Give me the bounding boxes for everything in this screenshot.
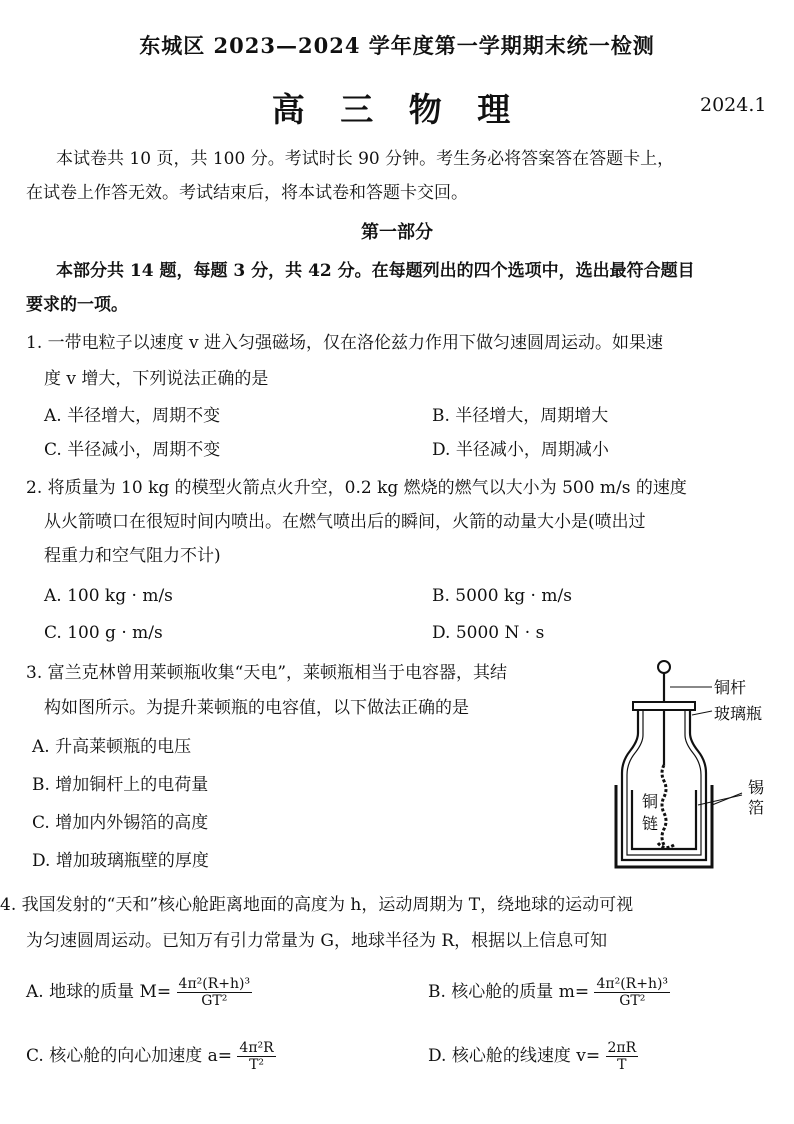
q3-stem-line-2: 构如图所示。为提升莱顿瓶的电容值，以下做法正确的是 <box>44 698 469 718</box>
q4-option-a <box>26 976 252 1009</box>
q2-option-c: C. 100 g · m/s <box>44 623 163 643</box>
q4-option-a-fraction <box>177 976 253 1009</box>
section-instruction-2: 要求的一项。 <box>26 295 128 315</box>
label-foil-1: 锡 <box>748 778 765 797</box>
label-foil-2: 箔 <box>748 798 765 817</box>
q4-option-b-denominator: GT² <box>619 993 646 1009</box>
exam-title: 东城区 2023—2024 学年度第一学期期末统一检测 <box>139 33 655 58</box>
q4-option-c-numerator: 4π²R <box>239 1040 274 1056</box>
rod-ball <box>658 661 670 673</box>
q4-option-b-numerator: 4π²(R+h)³ <box>596 976 669 992</box>
label-copper-rod: 铜杆 <box>714 678 747 697</box>
q4-option-b <box>428 976 670 1009</box>
q4-option-d-text: D. 核心舱的线速度 v= <box>428 1046 601 1066</box>
q4-option-d-fraction <box>606 1040 639 1073</box>
q2-stem-line-3: 程重力和空气阻力不计) <box>44 546 221 566</box>
q4-option-a-denominator: GT² <box>201 993 228 1009</box>
leyden-jar-figure <box>600 655 790 880</box>
q4-option-c-text: C. 核心舱的向心加速度 a= <box>26 1046 232 1066</box>
q3-option-c: C. 增加内外锡箔的高度 <box>32 813 209 833</box>
q3-stem-line-1: 3. 富兰克林曾用莱顿瓶收集“天电”，莱顿瓶相当于电容器，其结 <box>26 663 508 683</box>
q4-stem-line-1: 4. 我国发射的“天和”核心舱距离地面的高度为 h，运动周期为 T，绕地球的运动可视 <box>0 895 634 915</box>
q1-stem-line-2: 度 v 增大，下列说法正确的是 <box>44 369 269 389</box>
q1-option-b: B. 半径增大，周期增大 <box>432 406 609 426</box>
q4-option-d <box>428 1040 638 1073</box>
q3-option-a: A. 升高莱顿瓶的电压 <box>32 737 192 757</box>
exam-date: 2024.1 <box>700 94 767 116</box>
q4-option-d-denominator: T <box>617 1057 627 1073</box>
q1-stem-line-1: 1. 一带电粒子以速度 v 进入匀强磁场，仅在洛伦兹力作用下做匀速圆周运动。如果速 <box>26 333 664 353</box>
q1-option-c: C. 半径减小，周期不变 <box>44 440 221 460</box>
q4-option-a-numerator: 4π²(R+h)³ <box>178 976 251 992</box>
q4-option-c-denominator: T² <box>249 1057 265 1073</box>
q1-option-d: D. 半径减小，周期减小 <box>432 440 609 460</box>
section-title: 第一部分 <box>361 222 433 243</box>
q2-option-b: B. 5000 kg · m/s <box>432 586 572 606</box>
q4-option-c <box>26 1040 276 1073</box>
label-chain-1: 铜 <box>642 792 659 811</box>
q2-stem-line-2: 从火箭喷口在很短时间内喷出。在燃气喷出后的瞬间，火箭的动量大小是(喷出过 <box>44 512 646 532</box>
q1-option-a: A. 半径增大，周期不变 <box>44 406 221 426</box>
label-glass-jar: 玻璃瓶 <box>714 704 763 723</box>
subject-title: 高 三 物 理 <box>271 90 523 129</box>
q2-stem-line-1: 2. 将质量为 10 kg 的模型火箭点火升空，0.2 kg 燃烧的燃气以大小为 500 m/s 的速度 <box>26 478 687 498</box>
q4-option-a-text: A. 地球的质量 M= <box>26 982 172 1002</box>
q2-option-a: A. 100 kg · m/s <box>44 586 173 606</box>
q2-option-d: D. 5000 N · s <box>432 623 545 643</box>
q3-option-d: D. 增加玻璃瓶壁的厚度 <box>32 851 209 871</box>
copper-chain <box>662 765 666 845</box>
q4-stem-line-2: 为匀速圆周运动。已知万有引力常量为 G，地球半径为 R，根据以上信息可知 <box>26 931 608 951</box>
intro-line-1: 本试卷共 10 页，共 100 分。考试时长 90 分钟。考生务必将答案答在答题卡上， <box>56 149 675 169</box>
section-instruction-1: 本部分共 14 题，每题 3 分，共 42 分。在每题列出的四个选项中，选出最符合题目 <box>56 261 695 281</box>
q4-option-c-fraction <box>237 1040 275 1073</box>
jar-lid <box>633 702 695 710</box>
q3-option-b: B. 增加铜杆上的电荷量 <box>32 775 209 795</box>
label-chain-2: 链 <box>642 814 659 833</box>
q4-option-b-fraction <box>594 976 670 1009</box>
q4-option-b-text: B. 核心舱的质量 m= <box>428 982 590 1002</box>
q4-option-d-numerator: 2πR <box>607 1040 637 1056</box>
intro-line-2: 在试卷上作答无效。考试结束后，将本试卷和答题卡交回。 <box>26 183 468 203</box>
